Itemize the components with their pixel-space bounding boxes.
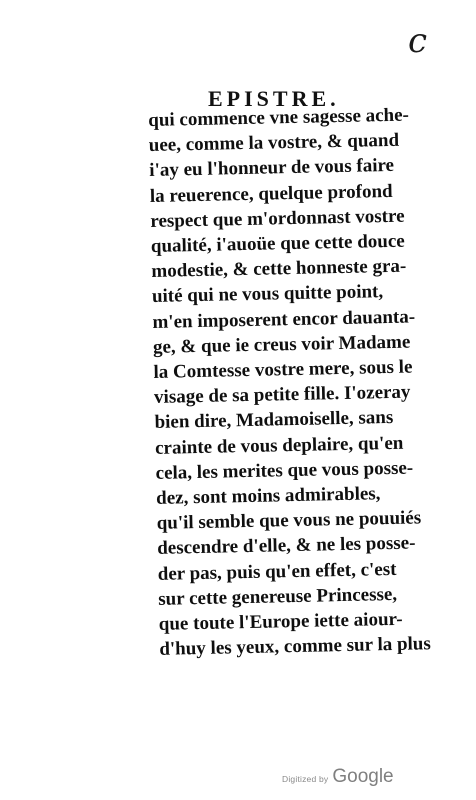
page-signature-mark: c bbox=[408, 21, 428, 61]
google-wordmark: Google bbox=[332, 766, 394, 787]
body-text bbox=[148, 102, 460, 663]
text-line: m'en imposerent encor dauanta- bbox=[152, 306, 416, 333]
text-line: dez, sont moins admirables, bbox=[155, 483, 381, 509]
text-line: que toute l'Europe iette aiour- bbox=[158, 608, 403, 635]
text-line: qu'il semble que vous ne pouuiés bbox=[156, 507, 422, 535]
text-line: modestie, & cette honneste gra- bbox=[151, 255, 407, 283]
digitized-by-label: Digitized by bbox=[282, 774, 329, 784]
text-line: der pas, puis qu'en effet, c'est bbox=[157, 558, 397, 585]
text-line: qui commence vne sagesse ache- bbox=[148, 104, 410, 131]
text-line: descendre d'elle, & ne les posse- bbox=[157, 532, 416, 560]
text-line: ge, & que ie creus voir Madame bbox=[152, 331, 411, 358]
digitization-credit bbox=[282, 766, 394, 788]
text-line: crainte de vous deplaire, qu'en bbox=[154, 432, 404, 459]
text-line: d'huy les yeux, comme sur la plus bbox=[159, 633, 432, 661]
text-line: visage de sa petite fille. I'ozeray bbox=[153, 381, 411, 409]
text-line: bien dire, Madamoiselle, sans bbox=[154, 407, 394, 434]
text-line: cela, les merites que vous posse- bbox=[155, 457, 414, 484]
text-line: qualité, i'auoüe que cette douce bbox=[150, 230, 405, 257]
running-head: EPISTRE. bbox=[208, 86, 340, 111]
text-line: la Comtesse vostre mere, sous le bbox=[153, 356, 413, 383]
text-line: la reuerence, quelque profond bbox=[149, 180, 393, 207]
text-line: i'ay eu l'honneur de vous faire bbox=[149, 155, 395, 182]
text-line: uité qui ne vous quitte point, bbox=[151, 281, 384, 308]
text-line: respect que m'ordonnast vostre bbox=[150, 205, 405, 232]
text-line: sur cette genereuse Princesse, bbox=[158, 583, 398, 610]
text-line: uee, comme la vostre, & quand bbox=[148, 129, 400, 157]
